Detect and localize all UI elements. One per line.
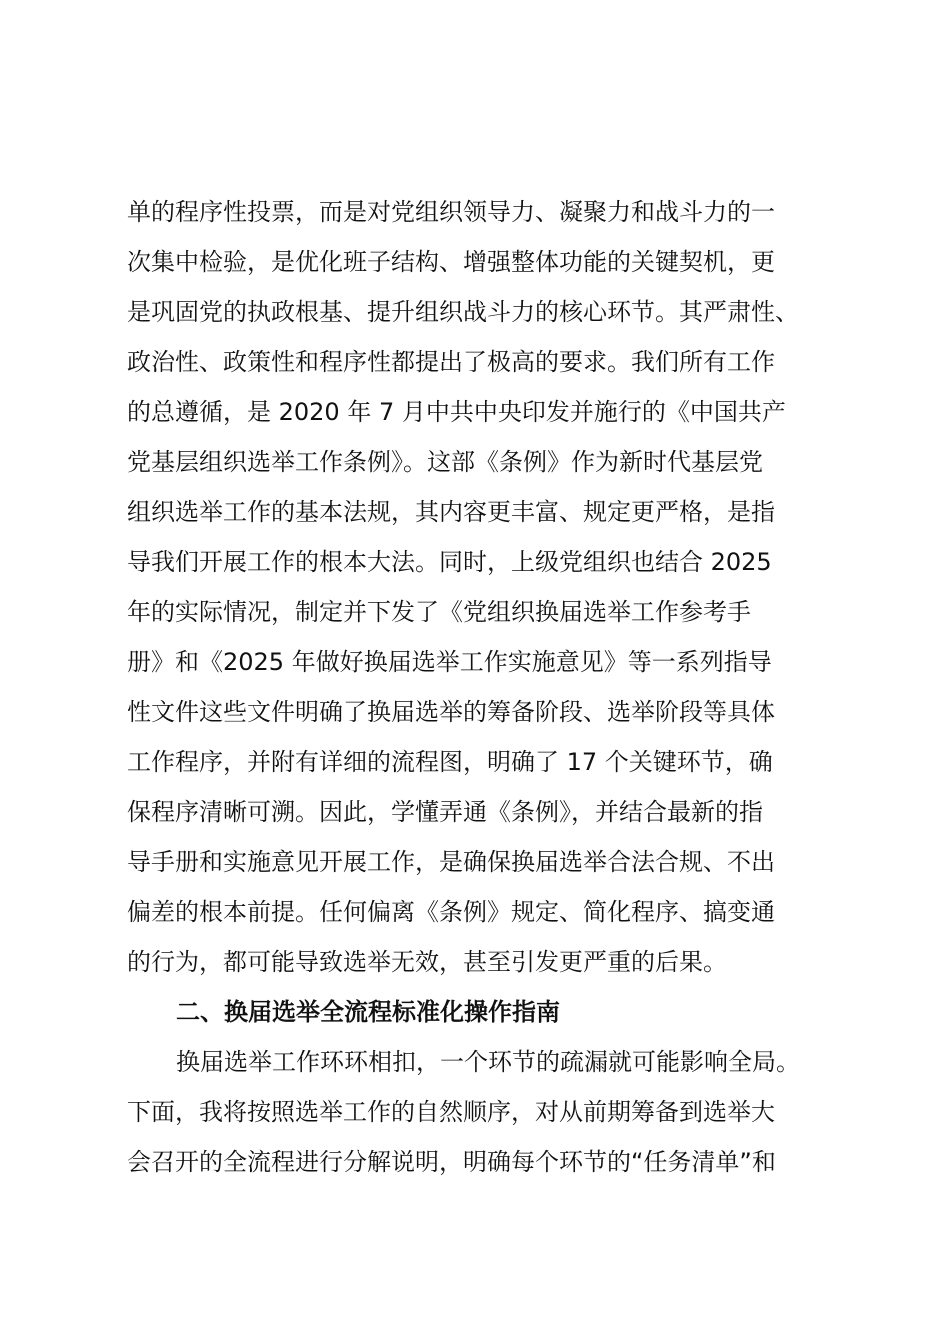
text-line: 保程序清晰可溯。因此，学懂弄通《条例》，并结合最新的指 (127, 798, 763, 826)
text-line: 党基层组织选举工作条例》。这部《条例》作为新时代基层党 (127, 448, 763, 476)
text-line: 导手册和实施意见开展工作，是确保换届选举合法合规、不出 (127, 848, 775, 876)
document-body (127, 187, 847, 1187)
text-line: 组织选举工作的基本法规，其内容更丰富、规定更严格，是指 (127, 498, 775, 526)
paragraph-1 (127, 187, 847, 987)
text-line: 性文件这些文件明确了换届选举的筹备阶段、选举阶段等具体 (127, 698, 775, 726)
text-line: 是巩固党的执政根基、提升组织战斗力的核心环节。其严肃性、 (127, 298, 799, 326)
text-line: 工作程序，并附有详细的流程图，明确了 17 个关键环节，确 (127, 748, 773, 776)
text-line: 换届选举工作环环相扣，一个环节的疏漏就可能影响全局。 (176, 1048, 800, 1076)
text-line: 政治性、政策性和程序性都提出了极高的要求。我们所有工作 (127, 348, 775, 376)
text-line: 导我们开展工作的根本大法。同时，上级党组织也结合 2025 (127, 548, 772, 576)
text-line: 会召开的全流程进行分解说明，明确每个环节的“任务清单”和 (127, 1148, 776, 1176)
text-line: 的总遵循，是 2020 年 7 月中共中央印发并施行的《中国共产 (127, 398, 786, 426)
section-heading: 二、换届选举全流程标准化操作指南 (176, 998, 560, 1026)
text-line: 单的程序性投票，而是对党组织领导力、凝聚力和战斗力的一 (127, 198, 775, 226)
text-line: 年的实际情况，制定并下发了《党组织换届选举工作参考手 (127, 598, 751, 626)
text-line: 偏差的根本前提。任何偏离《条例》规定、简化程序、搞变通 (127, 898, 775, 926)
paragraph-2 (127, 1037, 847, 1187)
text-line: 的行为，都可能导致选举无效，甚至引发更严重的后果。 (127, 948, 727, 976)
text-line: 次集中检验，是优化班子结构、增强整体功能的关键契机，更 (127, 248, 775, 276)
text-line: 册》和《2025 年做好换届选举工作实施意见》等一系列指导 (127, 648, 772, 676)
text-line: 下面，我将按照选举工作的自然顺序，对从前期筹备到选举大 (127, 1098, 775, 1126)
